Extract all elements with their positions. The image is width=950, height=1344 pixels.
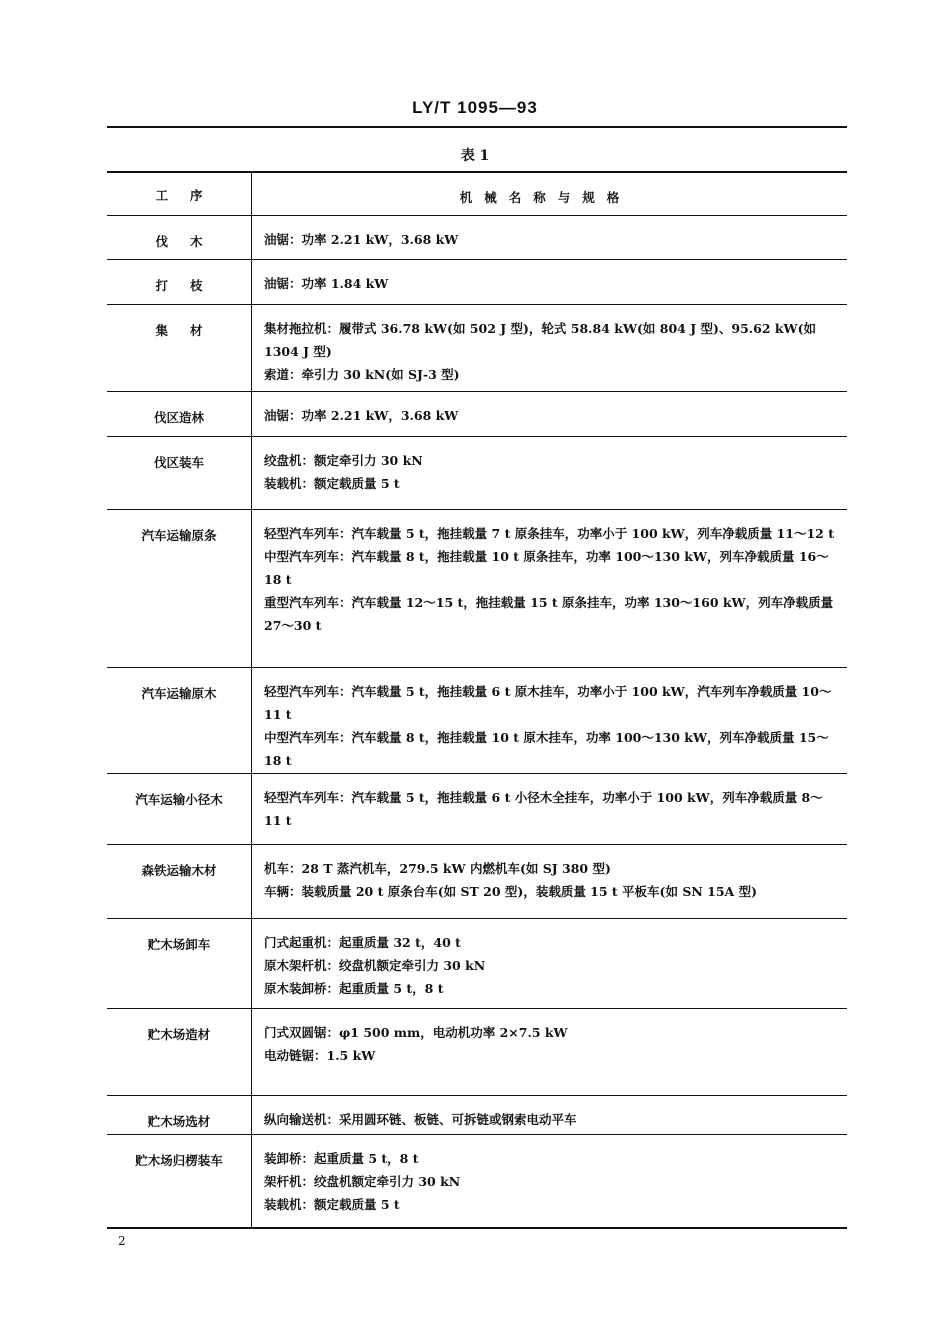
process-cell: 伐木 <box>107 216 252 259</box>
spec-cell: 轻型汽车列车：汽车载量 5 t，拖挂载量 6 t 小径木全挂车，功率小于 100 kW，列车净载质量 8～11 t <box>264 790 823 828</box>
spec-cell: 轻型汽车列车：汽车载量 5 t，拖挂载量 6 t 原木挂车，功率小于 100 kW，汽车列车净载质量 10～11 t 中型汽车列车：汽车载量 8 t，拖挂载量 10 t 原木挂车，功率 100～130 kW，列车净载质量 15～18 t <box>264 684 832 768</box>
machinery-table <box>107 171 847 1229</box>
table-row <box>107 510 847 668</box>
spec-cell: 门式起重机：起重质量 32 t，40 t 原木架杆机：绞盘机额定牵引力 30 kN 原木装卸桥：起重质量 5 t，8 t <box>264 935 486 996</box>
process-cell: 贮木场造材 <box>107 1009 252 1095</box>
spec-cell: 集材拖拉机：履带式 36.78 kW(如 502 J 型)，轮式 58.84 kW(如 804 J 型)、95.62 kW(如 1304 J 型) 索道：牵引力 30 kN(如 SJ-3 型) <box>264 321 816 382</box>
process-cell: 贮木场归楞装车 <box>107 1135 252 1227</box>
spec-cell: 油锯：功率 2.21 kW，3.68 kW <box>264 408 459 423</box>
table-row <box>107 1096 847 1135</box>
process-cell: 伐区装车 <box>107 437 252 509</box>
table-row <box>107 1009 847 1096</box>
process-cell: 森铁运输木材 <box>107 845 252 918</box>
process-cell: 汽车运输原木 <box>107 668 252 773</box>
col-process-header: 工序 <box>107 173 252 215</box>
process-cell: 汽车运输原条 <box>107 510 252 667</box>
spec-cell: 绞盘机：额定牵引力 30 kN 装载机：额定载质量 5 t <box>264 453 423 491</box>
spec-cell: 纵向输送机：采用圆环链、板链、可拆链或钢索电动平车 <box>264 1112 577 1127</box>
spec-cell: 油锯：功率 2.21 kW，3.68 kW <box>264 232 459 247</box>
table-row <box>107 845 847 919</box>
process-cell: 贮木场卸车 <box>107 919 252 1008</box>
table-row <box>107 392 847 437</box>
spec-cell: 装卸桥：起重质量 5 t，8 t 架杆机：绞盘机额定牵引力 30 kN 装载机：额定载质量 5 t <box>264 1151 461 1212</box>
spec-cell: 轻型汽车列车：汽车载量 5 t，拖挂载量 7 t 原条挂车，功率小于 100 kW，列车净载质量 11～12 t 中型汽车列车：汽车载量 8 t，拖挂载量 10 t 原条挂车，功率 100～130 kW，列车净载质量 16～18 t 重型汽车列车：汽车载量 12～15 t，拖挂载量 15 t 原条挂车，功率 130～160 kW，列车净载质量 27～30 t <box>264 526 834 633</box>
table-title: 表 1 <box>460 148 490 164</box>
process-cell: 伐区造林 <box>107 392 252 436</box>
header-rule <box>107 126 847 128</box>
page-number: 2 <box>118 1234 126 1248</box>
process-cell: 汽车运输小径木 <box>107 774 252 844</box>
standard-code: LY/T 1095—93 <box>412 98 538 117</box>
spec-cell: 门式双圆锯：φ1 500 mm，电动机功率 2×7.5 kW 电动链锯：1.5 kW <box>264 1025 568 1063</box>
table-row <box>107 668 847 774</box>
col-spec-header: 机械名称与规格 <box>459 190 632 205</box>
table-row <box>107 305 847 392</box>
process-cell: 贮木场选材 <box>107 1096 252 1134</box>
table-row <box>107 216 847 260</box>
table-row <box>107 919 847 1009</box>
process-cell: 集材 <box>107 305 252 391</box>
table-header-row <box>107 171 847 216</box>
table-row <box>107 437 847 510</box>
table-row <box>107 774 847 845</box>
process-cell: 打枝 <box>107 260 252 304</box>
spec-cell: 油锯：功率 1.84 kW <box>264 276 389 291</box>
table-row <box>107 260 847 305</box>
spec-cell: 机车：28 T 蒸汽机车，279.5 kW 内燃机车(如 SJ 380 型) 车辆：装载质量 20 t 原条台车(如 ST 20 型)，装载质量 15 t 平板车(如 SN 15A 型) <box>264 861 757 899</box>
table-row <box>107 1135 847 1229</box>
